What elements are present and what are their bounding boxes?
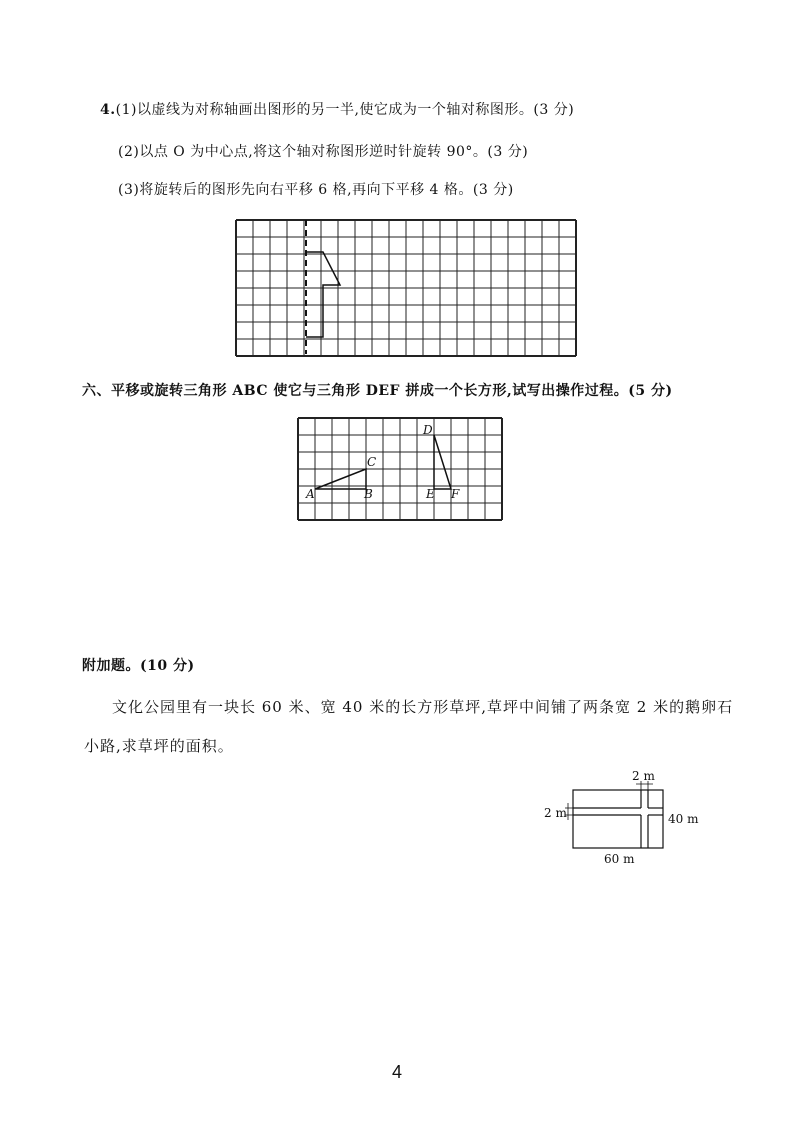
section6-title: 六、平移或旋转三角形 ABC 使它与三角形 DEF 拼成一个长方形,试写出操作过程。(5 分) [82,383,673,399]
q4-part2-text: (2)以点 O 为中心点,将这个轴对称图形逆时针旋转 90°。(3 分) [118,144,529,160]
q4-part1-text: (1)以虚线为对称轴画出图形的另一半,使它成为一个轴对称图形。(3 分) [115,102,575,118]
q4-grid [236,220,578,356]
q4-number: 4. [100,102,116,118]
lawn-diagram [540,768,720,868]
page-number: 4 [392,1062,403,1082]
section6-grid [298,418,504,520]
extra-line2: 小路,求草坪的面积。 [84,737,234,755]
label-a: A [306,487,315,501]
label-b: B [364,487,373,501]
triangle-def [434,435,451,489]
label-d: D [423,423,433,437]
label-f: F [451,487,460,501]
top-dim-label: 2 m [632,769,655,783]
right-dim-label: 40 m [668,812,699,826]
extra-title: 附加题。(10 分) [82,658,195,674]
q4-part1-line [100,99,574,119]
q4-grid-lines [236,220,576,356]
left-dim-label: 2 m [544,806,567,820]
lawn-outer-rect [573,790,663,848]
label-e: E [426,487,435,501]
q4-half-shape [306,252,340,337]
label-c: C [367,455,377,469]
section6-grid-lines [298,418,502,520]
bottom-dim-label: 60 m [604,852,635,866]
q4-part3-text: (3)将旋转后的图形先向右平移 6 格,再向下平移 4 格。(3 分) [118,182,514,198]
extra-line1: 文化公园里有一块长 60 米、宽 40 米的长方形草坪,草坪中间铺了两条宽 2 米的鹅卵石 [112,698,734,716]
